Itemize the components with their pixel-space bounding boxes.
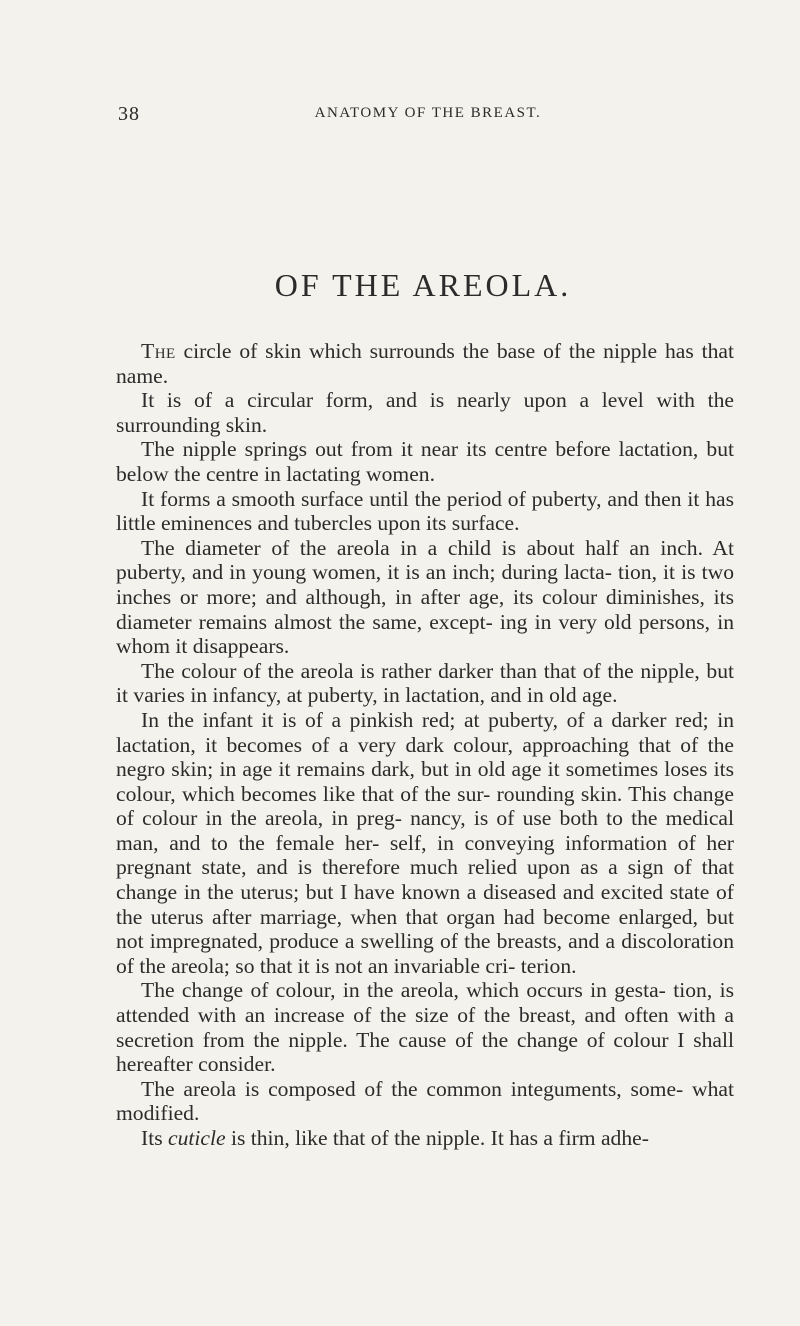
paragraph-lead: The [141, 339, 176, 363]
paragraph-prefix: Its [141, 1126, 168, 1150]
body-text [116, 339, 734, 1151]
paragraph: The nipple springs out from it near its centre before lactation, but below the centre in lactating women. [116, 437, 734, 486]
paragraph [116, 339, 734, 388]
running-title: ANATOMY OF THE BREAST. [314, 105, 542, 121]
paragraph-text: is thin, like that of the nipple. It has a firm adhe- [225, 1126, 649, 1150]
paragraph: The diameter of the areola in a child is about half an inch. At puberty, and in young women, it is an inch; during lacta- tion, it is two inches or more; and although, in after age, its colour diminishes, its diameter remains almost the same, except- ing in very old persons, in whom it disappears. [116, 535, 734, 659]
paragraph: In the infant it is of a pinkish red; at puberty, of a darker red; in lactation, it becomes of a very dark colour, approaching that of the negro skin; in age it remains dark, but in old age it sometimes loses its colour, which becomes like that of the sur- rounding skin. This change of colour in the areola, in preg- nancy, is of use both to the medical man, and to the female her- self, in conveying information of her pregnant state, and is therefore much relied upon as a sign of that change in the uterus; but I have known a diseased and excited state of the uterus after marriage, when that organ had become enlarged, but not impregnated, produce a swelling of the breasts, and a discoloration of the areola; so that it is not an invariable cri- terion. [116, 707, 734, 978]
paragraph-text: circle of skin which surrounds the base of the nipple has that name. [116, 339, 734, 388]
section-title: OF THE AREOLA. [274, 267, 572, 303]
page-number: 38 [118, 103, 140, 125]
paragraph: It is of a circular form, and is nearly upon a level with the surrounding skin. [116, 388, 734, 437]
paragraph [116, 1126, 734, 1151]
paragraph: The areola is composed of the common integuments, some- what modified. [116, 1076, 734, 1126]
paragraph: The colour of the areola is rather darker than that of the nipple, but it varies in infancy, at puberty, in lactation, and in old age. [116, 658, 734, 708]
paragraph: It forms a smooth surface until the period of puberty, and then it has little eminences and tubercles upon its surface. [116, 486, 734, 536]
running-head [118, 103, 728, 133]
paragraph: The change of colour, in the areola, which occurs in gesta- tion, is attended with an increase of the size of the breast, and often with a secretion from the nipple. The cause of the change of colour I shall hereafter consider. [116, 978, 734, 1077]
italic-term: cuticle [168, 1126, 226, 1150]
